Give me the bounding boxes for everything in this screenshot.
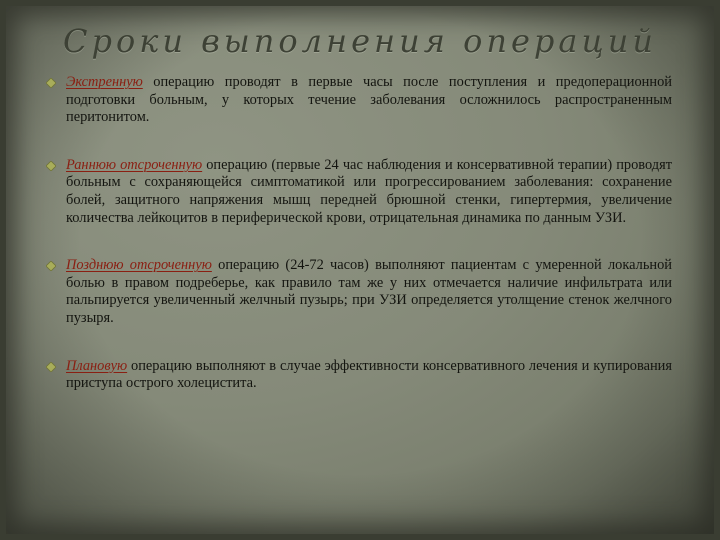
item-text: операцию выполняют в случае эффективности консервативного лечения и купирования приступа острого холецистита.: [66, 357, 672, 392]
key-term: Экстренную: [66, 74, 143, 90]
diamond-bullet-icon: [46, 78, 56, 88]
key-term: Позднюю отсроченную: [66, 257, 212, 274]
key-term: Плановую: [66, 357, 128, 374]
slide-title: Сроки выполнения операций: [62, 22, 658, 60]
diamond-bullet-icon: [46, 261, 56, 271]
list-item-late-delayed: [46, 257, 672, 327]
item-text: операцию (первые 24 час наблюдения и консервативной терапии) проводят больным с сохраняющейся симптоматикой или прогрессированием заболевания: сохранение болей, защитного напряжения мышц передней брюшной стенки, гипертермия, увеличение количества лейкоцитов в периферической крови, отрицательная динамика по данным УЗИ.: [66, 156, 672, 226]
item-text: операцию проводят в первые часы после поступления и предоперационной подготовки больным, у которых течение заболевания осложнилось распространенным перитонитом.: [66, 74, 672, 126]
bullet-list: [46, 74, 672, 393]
key-term: Раннюю отсроченную: [66, 156, 203, 173]
list-item-planned: [46, 358, 672, 393]
diamond-bullet-icon: [46, 362, 56, 372]
item-text: операцию (24-72 часов) выполняют пациентам с умеренной локальной болью в правом подреберье, как правило там же у них отмечается наличие инфильтрата или пальпируется увеличенный желчный пузырь; при УЗИ определяется утолщение стенок желчного пузыря.: [66, 257, 672, 326]
list-item-emergency: [46, 74, 672, 127]
diamond-bullet-icon: [46, 161, 56, 171]
list-item-early-delayed: [46, 157, 672, 227]
